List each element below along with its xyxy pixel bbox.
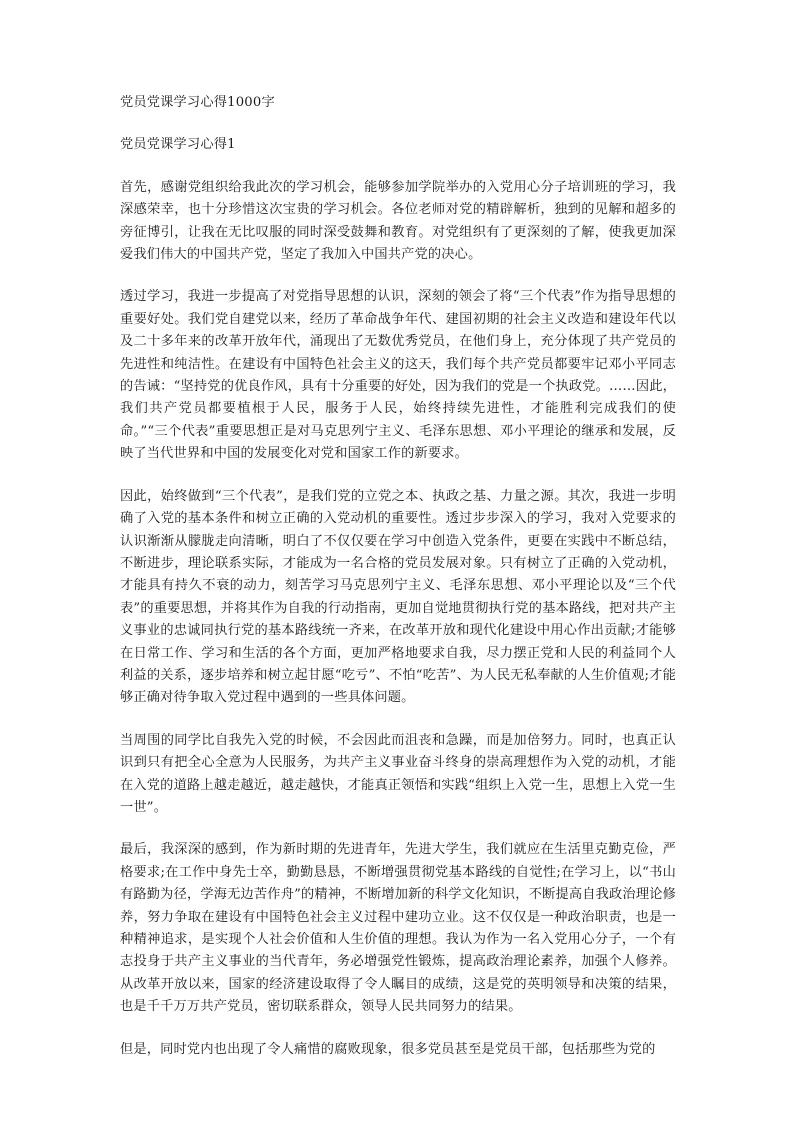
paragraph-1: 首先，感谢党组织给我此次的学习机会，能够参加学院举办的入党用心分子培训班的学习，我深感荣幸，也十分珍惜这次宝贵的学习机会。各位老师对党的精辟解析，独到的见解和超多的旁征博引，让我在无比叹服的同时深受鼓舞和教育。对党组织有了更深刻的了解，使我更加深爱我们伟大的中国共产党，坚定了我加入中国共产党的决心。: [120, 179, 676, 263]
section-heading: 党员党课学习心得1: [120, 137, 236, 153]
paragraph-5: 最后，我深深的感到，作为新时期的先进青年，先进大学生，我们就应在生活里克勤克俭，严格要求;在工作中身先士卒，勤勤恳恳，不断增强贯彻党基本路线的自觉性;在学习上，以“书山有路勤为径，学海无边苦作舟”的精神，不断增加新的科学文化知识，不断提高自我政治理论修养，努力争取在建设有中国特色社会主义过程中建功立业。这不仅仅是一种政治职责，也是一种精神追求，是实现个人社会价值和人生价值的理想。我认为作为一名入党用心分子，一个有志投身于共产主义事业的当代青年，务必增强党性锻炼，提高政治理论素养，加强个人修养。从改革开放以来，国家的经济建设取得了令人瞩目的成绩，这是党的英明领导和决策的结果，也是千千万万共产党员，密切联系群众，领导人民共同努力的结果。: [120, 842, 676, 1015]
paragraph-4: 当周围的同学比自我先入党的时候，不会因此而沮丧和急躁，而是加倍努力。同时，也真正认识到只有把全心全意为人民服务，为共产主义事业奋斗终身的崇高理想作为入党的动机，才能在入党的道路上越走越近，越走越快，才能真正领悟和实践“组织上入党一生，思想上入党一生一世”。: [120, 732, 676, 815]
paragraph-6: 但是，同时党内也出现了令人痛惜的腐败现象，很多党员甚至是党员干部，包括那些为党的: [120, 1041, 656, 1057]
document-page: [120, 92, 676, 1061]
paragraph-3: 因此，始终做到“三个代表”，是我们党的立党之本、执政之基、力量之源。其次，我进一步明确了入党的基本条件和树立正确的入党动机的重要性。透过步步深入的学习，我对入党要求的认识渐渐从朦胧走向清晰，明白了不仅仅要在学习中创造入党条件，更要在实践中不断总结，不断进步，理论联系实际，才能成为一名合格的党员发展对象。只有树立了正确的入党动机，才能具有持久不衰的动力，刻苦学习马克思列宁主义、毛泽东思想、邓小平理论以及“三个代表”的重要思想，并将其作为自我的行动指南，更加自觉地贯彻执行党的基本路线，把对共产主义事业的忠诚同执行党的基本路线统一齐来，在改革开放和现代化建设中用心作出贡献;才能够在日常工作、学习和生活的各个方面，更加严格地要求自我，尽力摆正党和人民的利益同个人利益的关系，逐步培养和树立起甘愿“吃亏”、不怕“吃苦”、为人民无私奉献的人生价值观;才能够正确对待争取入党过程中遇到的一些具体问题。: [120, 488, 676, 706]
paragraph-2: 透过学习，我进一步提高了对党指导思想的认识，深刻的领会了将“三个代表”作为指导思想的重要好处。我们党自建党以来，经历了革命战争年代、建国初期的社会主义改造和建设年代以及二十多年来的改革开放年代，涌现出了无数优秀党员，在他们身上，充分体现了共产党员的先进性和纯洁性。在建设有中国特色社会主义的这天，我们每个共产党员都要牢记邓小平同志的告诫：“坚持党的优良作风，具有十分重要的好处，因为我们的党是一个执政党。……因此，我们共产党员都要植根于人民，服务于人民，始终持续先进性，才能胜利完成我们的使命。”“三个代表”重要思想正是对马克思列宁主义、毛泽东思想、邓小平理论的继承和发展，反映了当代世界和中国的发展变化对党和国家工作的新要求。: [120, 289, 676, 462]
document-title: 党员党课学习心得1000字: [120, 95, 275, 110]
